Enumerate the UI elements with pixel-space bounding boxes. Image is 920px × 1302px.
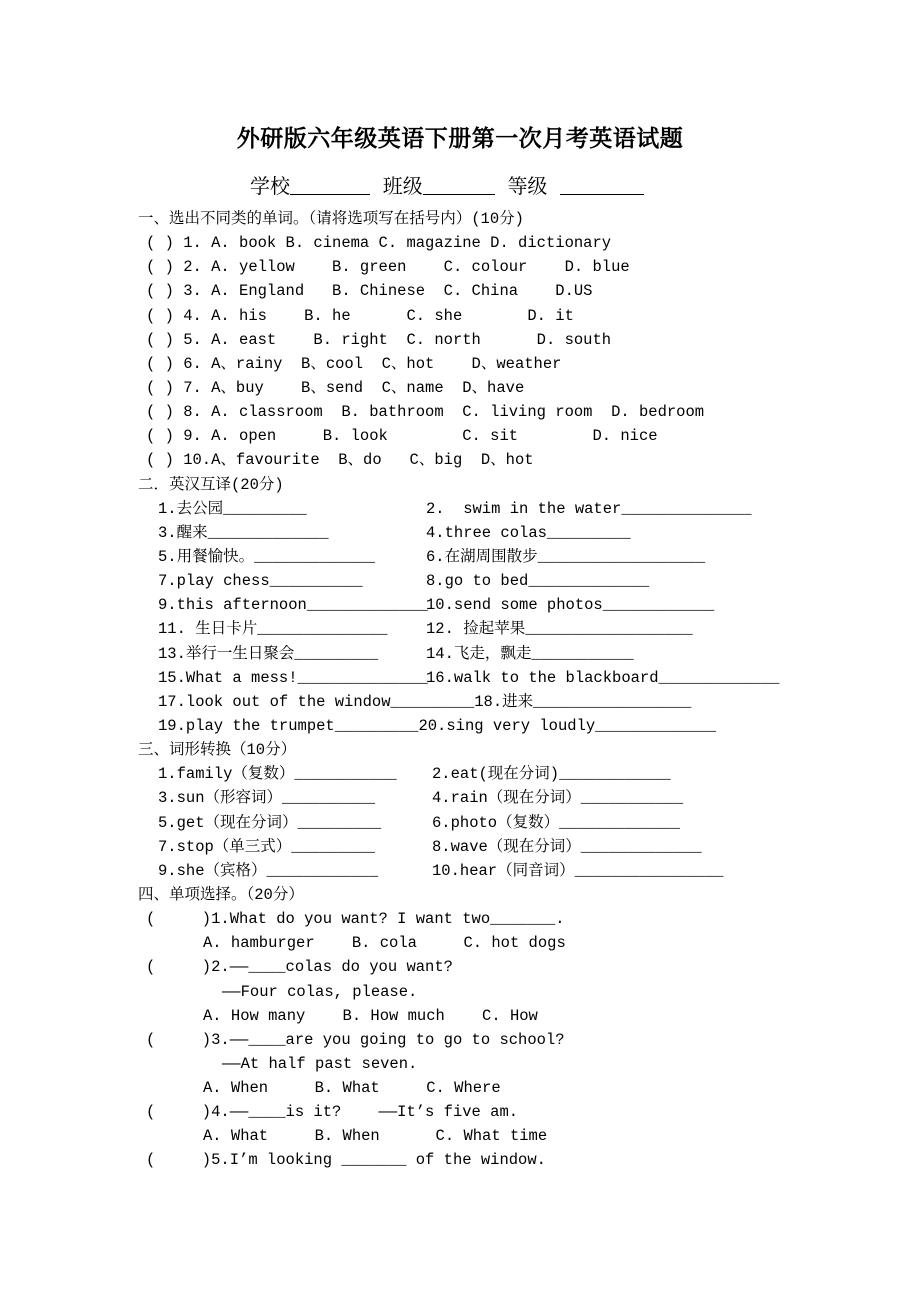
question-left: 1.family（复数）___________ xyxy=(158,765,397,784)
question-row xyxy=(0,231,920,255)
question-right: 2. swim in the water______________ xyxy=(426,499,752,518)
answer-options: A. hamburger B. cola C. hot dogs xyxy=(203,934,566,953)
answer-options: A. What B. When C. What time xyxy=(203,1127,548,1146)
question-left: 3.醒来_____________ xyxy=(158,523,329,542)
question-row xyxy=(0,666,920,690)
question-row xyxy=(0,279,920,303)
school-label: 学校 xyxy=(250,174,290,198)
question-subline xyxy=(0,1052,920,1076)
page-title: 外研版六年级英语下册第一次月考英语试题 xyxy=(236,126,684,152)
question-left: 7.play chess__________ xyxy=(158,572,363,591)
question-row xyxy=(0,762,920,786)
grade-blank[interactable] xyxy=(560,174,644,195)
question-left: 9.this afternoon_____________ xyxy=(158,596,428,615)
question-left: 7.stop（单三式）_________ xyxy=(158,837,376,856)
question-subline xyxy=(0,1004,920,1028)
question-row xyxy=(0,690,920,714)
question-row xyxy=(0,304,920,328)
question-row xyxy=(0,811,920,835)
question-left: 13.举行一生日聚会_________ xyxy=(158,644,379,663)
question-row xyxy=(0,352,920,376)
question-row xyxy=(0,521,920,545)
question-row xyxy=(0,328,920,352)
question-row xyxy=(0,617,920,641)
question-row xyxy=(0,424,920,448)
question-left: 11. 生日卡片______________ xyxy=(158,620,388,639)
question-row xyxy=(0,400,920,424)
question-stem: ( )3.——____are you going to go to school? xyxy=(146,1030,565,1049)
question-row xyxy=(0,448,920,472)
question-left: 5.用餐愉快。_____________ xyxy=(158,547,376,566)
question-row xyxy=(0,642,920,666)
question-row xyxy=(0,955,920,979)
question-left: 15.What a mess!______________ xyxy=(158,668,428,687)
question-text: ( ) 1. A. book B. cinema C. magazine D. dictionary xyxy=(146,234,612,253)
answer-options: A. When B. What C. Where xyxy=(203,1079,501,1098)
question-stem: ( )1.What do you want? I want two_______. xyxy=(146,910,565,929)
question-text: ( ) 3. A. England B. Chinese C. China D.US xyxy=(146,282,593,301)
grade-label: 等级 xyxy=(507,174,548,198)
question-row xyxy=(0,1148,920,1172)
question-subline xyxy=(0,1076,920,1100)
exam-body xyxy=(0,207,920,1173)
question-text: ( ) 9. A. open B. look C. sit D. nice xyxy=(146,427,658,446)
question-text: ( ) 2. A. yellow B. green C. colour D. blue xyxy=(146,258,630,277)
section-heading-line xyxy=(0,207,920,231)
question-row xyxy=(0,907,920,931)
question-right: 6.photo（复数）_____________ xyxy=(432,813,681,832)
student-info-header xyxy=(250,170,644,199)
section-heading: 三、词形转换（10分） xyxy=(138,741,297,760)
question-right: 4.three colas_________ xyxy=(426,523,631,542)
question-subline xyxy=(0,1124,920,1148)
question-row xyxy=(0,376,920,400)
question-stem: ( )2.——____colas do you want? xyxy=(146,958,453,977)
school-blank[interactable] xyxy=(290,174,370,195)
question-subline xyxy=(0,980,920,1004)
section-heading: 四、单项选择。（20分） xyxy=(138,885,304,904)
question-row xyxy=(0,714,920,738)
section-heading: 二．英汉互译(20分) xyxy=(138,475,284,494)
question-row xyxy=(0,859,920,883)
question-text: ( ) 8. A. classroom B. bathroom C. living room D. bedroom xyxy=(146,403,705,422)
section-heading-line xyxy=(0,738,920,762)
section-heading: 一、选出不同类的单词。（请将选项写在括号内）(10分) xyxy=(138,210,524,228)
question-text: ( ) 5. A. east B. right C. north D. south xyxy=(146,330,612,349)
question-right: 2.eat(现在分词)____________ xyxy=(432,765,671,784)
question-row xyxy=(0,255,920,279)
question-row xyxy=(0,569,920,593)
question-right: 4.rain（现在分词）___________ xyxy=(432,789,684,808)
question-text: ( ) 7. A、buy B、send C、name D、have xyxy=(146,378,525,397)
question-right: 14.飞走，飘走___________ xyxy=(426,644,634,663)
section-heading-line xyxy=(0,883,920,907)
question-row xyxy=(0,1028,920,1052)
dialogue-reply: ——At half past seven. xyxy=(222,1054,418,1073)
answer-options: A. How many B. How much C. How xyxy=(203,1006,538,1025)
question-right: 10.send some photos____________ xyxy=(426,596,715,615)
question-text: ( ) 6. A、rainy B、cool C、hot D、weather xyxy=(146,354,562,373)
question-subline xyxy=(0,931,920,955)
question-right: 12. 捡起苹果__________________ xyxy=(426,620,693,639)
question-left: 19.play the trumpet_________20.sing very loudly_____________ xyxy=(158,716,717,735)
question-right: 6.在湖周围散步__________________ xyxy=(426,547,706,566)
question-right: 10.hear（同音词）________________ xyxy=(432,861,724,880)
question-right: 16.walk to the blackboard_____________ xyxy=(426,668,780,687)
question-left: 3.sun（形容词）__________ xyxy=(158,789,376,808)
class-label: 班级 xyxy=(382,174,423,198)
question-left: 9.she（宾格）____________ xyxy=(158,861,379,880)
dialogue-reply: ——Four colas, please. xyxy=(222,982,418,1001)
question-row xyxy=(0,1100,920,1124)
question-row xyxy=(0,786,920,810)
question-right: 8.wave（现在分词）_____________ xyxy=(432,837,702,856)
section-heading-line xyxy=(0,473,920,497)
question-row xyxy=(0,497,920,521)
question-row xyxy=(0,835,920,859)
question-stem: ( )5.I’m looking _______ of the window. xyxy=(146,1151,546,1170)
question-text: ( ) 4. A. his B. he C. she D. it xyxy=(146,306,574,325)
question-text: ( ) 10.A、favourite B、do C、big D、hot xyxy=(146,451,534,470)
class-blank[interactable] xyxy=(423,174,495,195)
question-left: 5.get（现在分词）_________ xyxy=(158,813,382,832)
question-row xyxy=(0,593,920,617)
question-row xyxy=(0,545,920,569)
question-left: 1.去公园_________ xyxy=(158,499,307,518)
question-stem: ( )4.——____is it? ——It’s five am. xyxy=(146,1103,519,1122)
question-left: 17.look out of the window_________18.进来_________________ xyxy=(158,692,692,711)
question-right: 8.go to bed_____________ xyxy=(426,572,650,591)
